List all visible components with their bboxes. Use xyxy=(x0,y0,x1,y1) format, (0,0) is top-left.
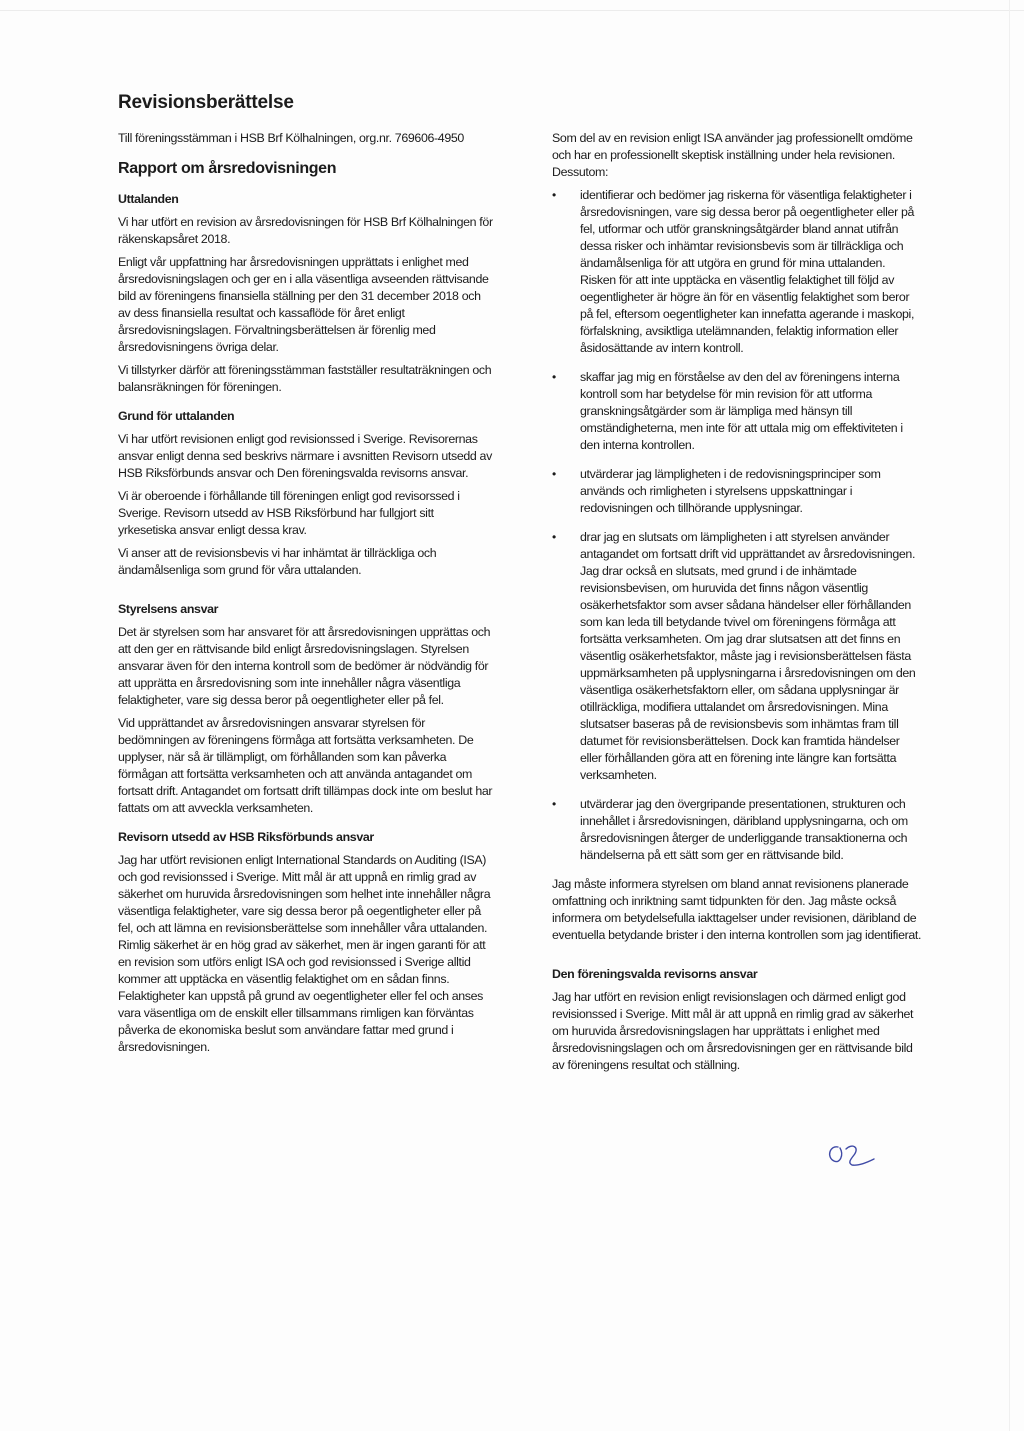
right-column xyxy=(552,130,922,1080)
list-item-text: identifierar och bedömer jag riskerna för väsentliga felaktigheter i årsredovisningen, vare sig dessa beror på oegentligheter eller på fel, utformar och utför granskningsåtgärder bland annat utifrån dessa risker och inhämtar revisionsbevis som är tillräckliga och ändamålsenliga för att utgöra en grund för mina uttalanden. Risken för att inte upptäcka en väsentlig felaktighet till följd av oegentligheter är högre än för en väsentlig felaktighet som beror på fel, eftersom oegentligheter kan innefatta agerande i maskopi, förfalskning, avsiktliga utelämnanden, felaktig information eller åsidosättande av intern kontroll. xyxy=(580,188,915,355)
left-column xyxy=(118,130,493,1062)
paragraph-uttalanden-1: Vi har utfört en revision av årsredovisningen för HSB Brf Kölhalningen för räkenskapsåret 2018. xyxy=(118,215,493,246)
list-item-text: skaffar jag mig en förståelse av den del av föreningens interna kontroll som har betydelse för min revision för att utforma granskningsåtgärder som är lämpliga med hänsyn till omständigheterna, men inte för att uttala mig om effektiviteten i den interna kontrollen. xyxy=(580,370,903,452)
list-item-text: utvärderar jag lämpligheten i de redovisningsprinciper som används och rimligheten i styrelsens uppskattningar i redovisningen och tillhörande upplysningar. xyxy=(580,467,881,515)
paragraph-uttalanden-3: Vi tillstyrker därför att föreningsstämman fastställer resultaträkningen och balansräkningen för föreningen. xyxy=(118,363,492,394)
addressee-line: Till föreningsstämman i HSB Brf Kölhalningen, org.nr. 769606-4950 xyxy=(118,131,464,145)
bullet-icon: • xyxy=(552,188,556,202)
heading-styrelsens-ansvar: Styrelsens ansvar xyxy=(118,602,219,616)
handwritten-initials-signature xyxy=(822,1135,878,1171)
list-item-text: utvärderar jag den övergripande presentationen, strukturen och innehållet i årsredovisningen, däribland upplysningarna, och om årsredovisningen återger de underliggande transaktionerna och händelserna på ett sätt som ger en rättvisande bild. xyxy=(580,797,908,862)
paragraph-styrelsens-1: Det är styrelsen som har ansvaret för att årsredovisningen upprättas och att den ger en rättvisande bild enligt årsredovisningslagen. Styrelsen ansvarar även för den interna kontroll som de bedömer är nödvändig för att upprätta en årsredovisning som inte innehåller några väsentliga felaktigheter, vare sig dessa beror på oegentligheter eller på fel. xyxy=(118,625,491,707)
bullet-icon: • xyxy=(552,370,556,384)
paragraph-grund-1: Vi har utfört revisionen enligt god revisionssed i Sverige. Revisorernas ansvar enligt denna sed beskrivs närmare i avsnitten Revisorn utsedd av HSB Riksförbunds ansvar och Den föreningsvalda revisorns ansvar. xyxy=(118,432,492,480)
paragraph-revisorn-1: Jag har utfört revisionen enligt International Standards on Auditing (ISA) och god revisionssed i Sverige. Mitt mål är att uppnå en rimlig grad av säkerhet om huruvida årsredovisningen som helhet inte innehåller några väsentliga felaktigheter, vare sig dessa beror på oegentligheter eller på fel, och att lämna en revisionsberättelse som innehåller våra uttalanden. Rimlig säkerhet är en hög grad av säkerhet, men är ingen garanti för att en revision som utförs enligt ISA och god revisionssed i Sverige alltid kommer att upptäcka en väsentlig felaktighet om en sådan finns. Felaktigheter kan uppstå på grund av oegentligheter eller fel och anses vara väsentliga om de enskilt eller tillsammans rimligen kan förväntas påverka de ekonomiska beslut som användare fattar med grund i årsredovisningen. xyxy=(118,853,491,1054)
list-item xyxy=(552,369,922,454)
paragraph-uttalanden-2: Enligt vår uppfattning har årsredovisningen upprättats i enlighet med årsredovisningslagen och ger en i alla väsentliga avseenden rättvisande bild av föreningens finansiella ställning per den 31 december 2018 och av dess finansiella resultat och kassaflöde för året enligt årsredovisningslagen. Förvaltningsberättelsen är förenlig med årsredovisningens övriga delar. xyxy=(118,255,489,354)
signature-mark xyxy=(822,1135,878,1171)
list-item xyxy=(552,529,922,784)
heading-foreningsvalda-ansvar: Den föreningsvalda revisorns ansvar xyxy=(552,967,758,981)
paragraph-foreningsvalda-1: Jag har utfört en revision enligt revisionslagen och därmed enligt god revisionssed i Sverige. Mitt mål är att uppnå en rimlig grad av säkerhet om huruvida årsredovisningslagen har upprättats i enlighet med årsredovisningslagen och om årsredovisningen ger en rättvisande bild av föreningens resultat och ställning. xyxy=(552,990,914,1072)
paragraph-styrelsens-2: Vid upprättandet av årsredovisningen ansvarar styrelsen för bedömningen av föreningens förmåga att fortsätta verksamheten. De upplyser, när så är tillämpligt, om förhållanden som kan påverka förmågan att fortsätta verksamheten och att använda antagandet om fortsatt drift. Antagandet om fortsatt drift tillämpas dock inte om beslut har fattats om att avveckla verksamheten. xyxy=(118,716,493,815)
heading-revisorn-ansvar: Revisorn utsedd av HSB Riksförbunds ansvar xyxy=(118,830,374,844)
list-item xyxy=(552,466,922,517)
heading-uttalanden: Uttalanden xyxy=(118,192,179,206)
list-item xyxy=(552,187,922,357)
paragraph-grund-3: Vi anser att de revisionsbevis vi har inhämtat är tillräckliga och ändamålsenliga som grund för våra uttalanden. xyxy=(118,546,437,577)
bullet-icon: • xyxy=(552,530,556,544)
heading-grund: Grund för uttalanden xyxy=(118,409,235,423)
paragraph-inform-styrelsen: Jag måste informera styrelsen om bland annat revisionens planerade omfattning och inriktning samt tidpunkten för den. Jag måste också informera om betydelsefulla iakttagelser under revisionen, däribland de eventuella betydande brister i den interna kontrollen som jag identifierat. xyxy=(552,877,922,942)
auditor-procedures-list xyxy=(552,187,922,864)
scan-edge-right xyxy=(1009,0,1010,1431)
document-title: Revisionsberättelse xyxy=(118,92,294,113)
list-item-text: drar jag en slutsats om lämpligheten i att styrelsen använder antagandet om fortsatt drift vid upprättandet av årsredovisningen. Jag drar också en slutsats, med grund i de inhämtade revisionsbevisen, om huruvida det finns någon väsentlig osäkerhetsfaktor som avser sådana händelser eller förhållanden som kan leda till betydande tvivel om föreningens förmåga att fortsätta verksamheten. Om jag drar slutsatsen att det finns en väsentlig osäkerhetsfaktor, måste jag i revisionsberättelsen fästa uppmärksamheten på upplysningarna i årsredovisningen om den väsentliga osäkerhetsfaktorn eller, om sådana upplysningar är otillräckliga, modifiera uttalandet om årsredovisningen. Mina slutsatser baseras på de revisionsbevis som inhämtas fram till datumet för revisionsberättelsen. Dock kan framtida händelser eller förhållanden göra att en förening inte längre kan fortsätta verksamheten. xyxy=(580,530,916,782)
bullet-icon: • xyxy=(552,797,556,811)
scan-edge-top xyxy=(0,10,1024,11)
paragraph-grund-2: Vi är oberoende i förhållande till föreningen enligt god revisorssed i Sverige. Revisorn utsedd av HSB Riksförbund har fullgjort sitt yrkesetiska ansvar enligt dessa krav. xyxy=(118,489,460,537)
section-heading-rapport: Rapport om årsredovisningen xyxy=(118,160,337,177)
paragraph-isa-intro: Som del av en revision enligt ISA använder jag professionellt omdöme och har en professionellt skeptisk inställning under hela revisionen. Dessutom: xyxy=(552,131,913,179)
bullet-icon: • xyxy=(552,467,556,481)
list-item xyxy=(552,796,922,864)
